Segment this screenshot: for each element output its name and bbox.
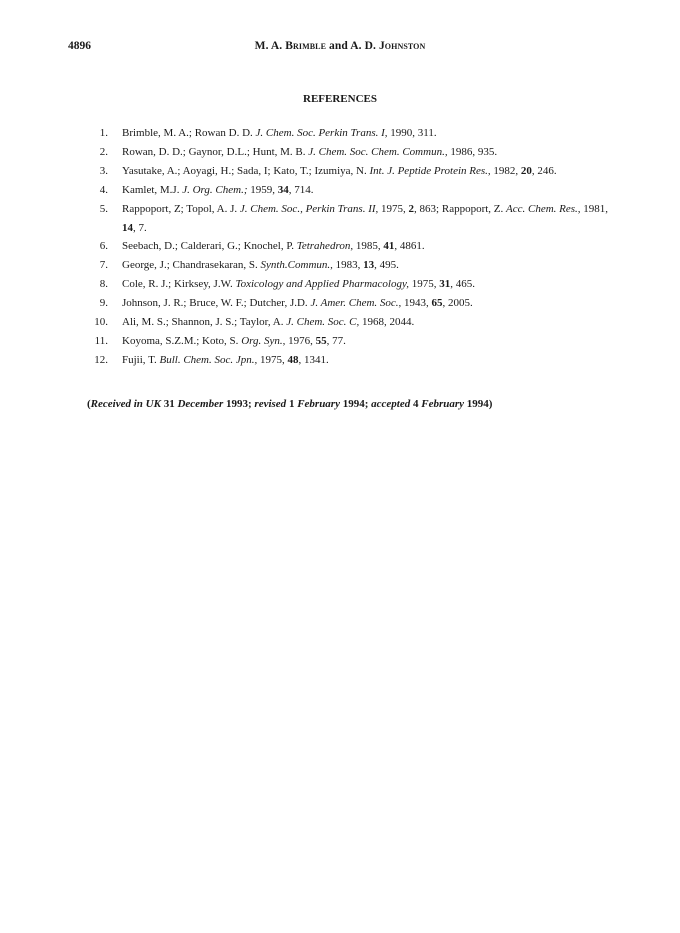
received-month: December: [177, 398, 224, 410]
reference-item: [88, 275, 618, 294]
reference-number: 6 .: [88, 237, 108, 256]
reference-volume: 48: [287, 353, 299, 366]
reference-authors: Koyoma, S.Z.M.; Koto, S.: [122, 334, 242, 347]
reference-number: 12 .: [88, 351, 108, 370]
reference-item: [88, 143, 618, 162]
author1-surname: Brimble: [285, 40, 327, 52]
reference-year: 1959,: [247, 183, 278, 196]
accepted-day: 4: [410, 398, 422, 410]
reference-year: 1982,: [490, 164, 521, 177]
reference-item: [88, 124, 618, 143]
reference-journal: Tetrahedron,: [296, 240, 354, 253]
reference-pages-second: , 7.: [133, 221, 147, 234]
reference-volume: 65: [431, 297, 443, 310]
reference-item: [88, 162, 618, 181]
accepted-label: accepted: [371, 398, 411, 410]
reference-details: 1968, 2044.: [359, 316, 415, 329]
reference-pages: , 4861.: [394, 240, 425, 253]
reference-volume: 34: [277, 183, 289, 196]
reference-year: 1975,: [378, 202, 409, 215]
reference-details: 1990, 311.: [387, 127, 437, 139]
revised-day: 1: [286, 398, 298, 410]
revised-year: 1994;: [339, 398, 372, 410]
reference-journal: J. Org. Chem.;: [182, 183, 248, 196]
reference-item: [88, 294, 618, 313]
reference-year: 1983,: [332, 259, 364, 272]
reference-pages: , 714.: [288, 183, 314, 196]
reference-journal-second: Acc. Chem. Res.,: [506, 202, 581, 215]
section-title: REFERENCES: [303, 93, 377, 105]
author1-initials: M. A.: [254, 40, 286, 52]
reference-authors: Seebach, D.; Calderari, G.; Knochel, P.: [122, 240, 297, 253]
reference-number: 11 .: [88, 332, 108, 351]
reference-number: 4 .: [88, 181, 108, 200]
accepted-month: February: [421, 398, 465, 410]
reference-authors: Johnson, J. R.; Bruce, W. F.; Dutcher, J.D.: [122, 297, 311, 310]
reference-number: 8 .: [88, 275, 108, 294]
reference-year: 1975,: [257, 353, 288, 366]
reference-volume: 2: [408, 202, 415, 215]
reference-item: [88, 332, 618, 351]
reference-details: 1986, 935.: [447, 145, 498, 158]
reference-item: [88, 313, 618, 332]
author2-initials: A. D.: [350, 40, 379, 52]
reference-journal: J. Chem. Soc. Chem. Commun.,: [308, 145, 448, 158]
reference-authors: Cole, R. J.; Kirksey, J.W.: [122, 278, 236, 291]
reference-number: 3 .: [88, 162, 108, 181]
reference-number: 5 .: [88, 200, 108, 219]
reference-list: [88, 124, 618, 370]
reference-authors: Brimble, M. A.; Rowan D. D.: [122, 127, 256, 139]
reference-journal: J. Chem. Soc. C,: [286, 316, 360, 329]
reference-pages: , 465.: [450, 278, 476, 291]
revised-label: revised: [254, 398, 287, 410]
reference-number: 9 .: [88, 294, 108, 313]
reference-number: 1 .: [88, 124, 108, 143]
reference-pages: , 863; Rappoport, Z.: [414, 202, 507, 215]
author-conjunction: and: [326, 40, 351, 52]
received-year: 1993;: [223, 398, 255, 410]
accepted-year: 1994): [464, 398, 493, 410]
reference-pages: , 77.: [326, 334, 346, 347]
page-number: 4896: [68, 40, 91, 52]
revised-month: February: [297, 398, 340, 410]
received-note: [87, 398, 492, 410]
reference-journal: Synth.Commun.,: [260, 259, 333, 272]
reference-authors: Rowan, D. D.; Gaynor, D.L.; Hunt, M. B.: [122, 145, 309, 158]
reference-number: 7 .: [88, 256, 108, 275]
received-day: 31: [160, 398, 178, 410]
reference-journal: Bull. Chem. Soc. Jpn.,: [159, 353, 258, 366]
reference-journal: Org. Syn.,: [241, 334, 286, 347]
reference-journal: Int. J. Peptide Protein Res.,: [369, 164, 491, 177]
reference-year: 1976,: [285, 334, 316, 347]
reference-number: 10 .: [88, 313, 108, 332]
reference-item: [88, 351, 618, 370]
reference-volume-second: 14: [122, 221, 133, 234]
reference-pages: , 1341.: [298, 353, 329, 366]
reference-pages: , 2005.: [442, 297, 473, 310]
reference-volume: 55: [315, 334, 327, 347]
reference-authors: Rappoport, Z; Topol, A. J.: [122, 202, 240, 215]
reference-authors: Kamlet, M.J.: [122, 183, 183, 196]
received-label: Received in UK: [90, 398, 161, 410]
reference-item: [88, 200, 618, 238]
reference-item: [88, 237, 618, 256]
reference-volume: 20: [520, 164, 532, 177]
reference-authors: Yasutake, A.; Aoyagi, H.; Sada, I; Kato, T.; Izumiya, N.: [122, 164, 370, 177]
reference-item: [88, 181, 618, 200]
reference-journal: Toxicology and Applied Pharmacology,: [235, 278, 410, 291]
reference-authors: Ali, M. S.; Shannon, J. S.; Taylor, A.: [122, 316, 287, 329]
reference-pages: , 246.: [531, 164, 557, 177]
author2-surname: Johnston: [378, 40, 426, 52]
reference-year: 1975,: [409, 278, 440, 291]
reference-volume: 13: [363, 259, 375, 272]
reference-item: [88, 256, 618, 275]
reference-year: 1943,: [401, 297, 432, 310]
reference-journal: J. Chem. Soc. Perkin Trans. I,: [255, 127, 388, 139]
reference-journal: J. Chem. Soc., Perkin Trans. II,: [239, 202, 379, 215]
reference-authors: Fujii, T.: [122, 353, 160, 366]
reference-journal: J. Amer. Chem. Soc.,: [310, 297, 402, 310]
reference-year: 1985,: [353, 240, 384, 253]
reference-year-second: 1981,: [580, 202, 609, 215]
reference-volume: 31: [439, 278, 451, 291]
reference-volume: 41: [383, 240, 395, 253]
reference-number: 2 .: [88, 143, 108, 162]
reference-pages: , 495.: [374, 259, 399, 272]
reference-authors: George, J.; Chandrasekaran, S.: [122, 259, 261, 272]
running-head: [0, 40, 680, 52]
received-open: (: [87, 398, 91, 410]
